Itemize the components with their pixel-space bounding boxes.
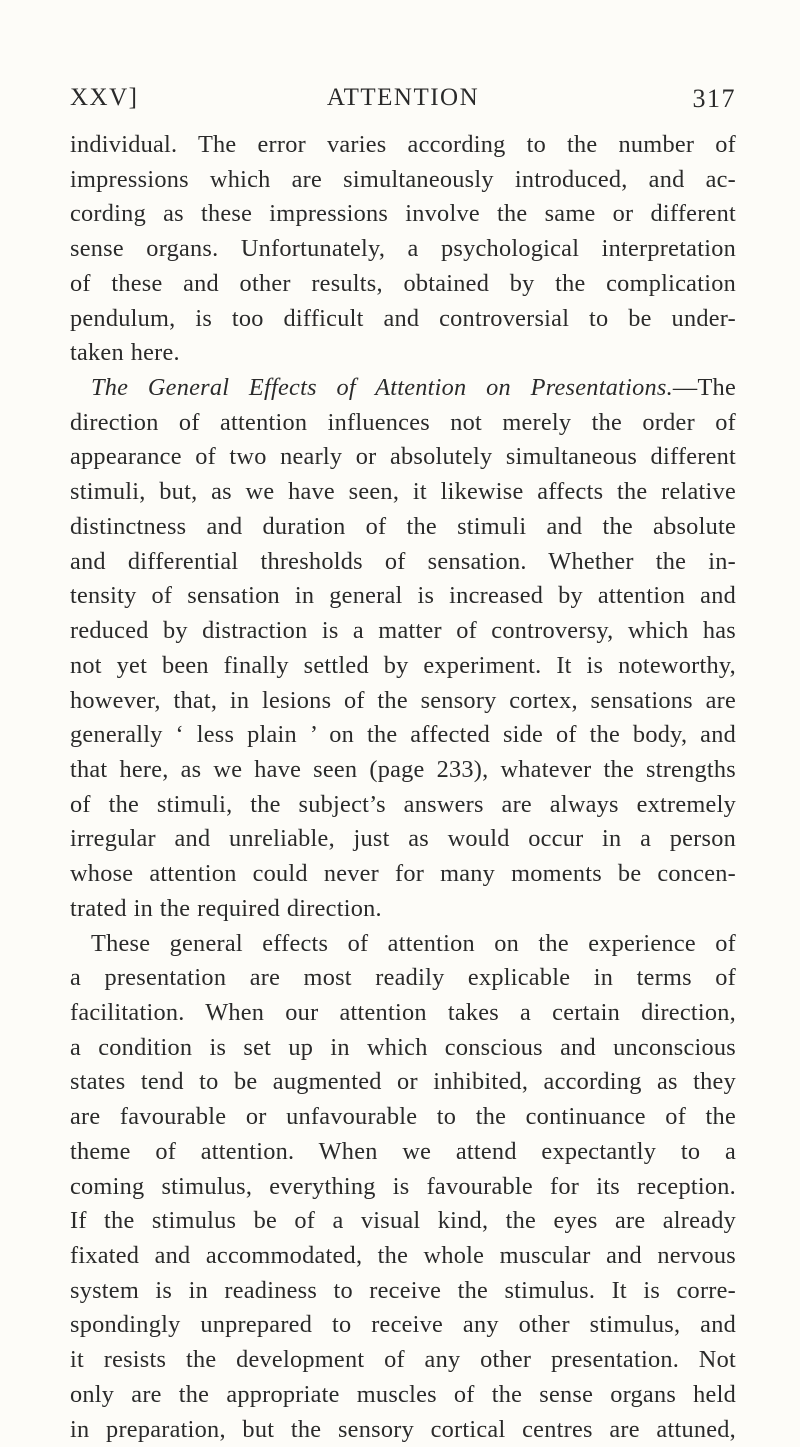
text-line: spondingly unprepared to receive any other stimulus, and (70, 1311, 736, 1339)
text-line: impressions which are simultaneously introduced, and ac- (70, 165, 736, 193)
text-line: pendulum, is too difficult and controversial to be under- (70, 304, 736, 332)
text-line: generally ‘ less plain ’ on the affected side of the body, and (70, 721, 736, 749)
text-line: fixated and accommodated, the whole muscular and nervous (70, 1242, 736, 1269)
text-line: cording as these impressions involve the same or different (70, 200, 736, 228)
text-line: tensity of sensation in general is increased by attention and (70, 582, 736, 610)
text-line: whose attention could never for many moments be concen- (70, 860, 736, 888)
text-line: facilitation. When our attention takes a certain direction, (70, 998, 736, 1026)
chapter-number: XXV] (70, 84, 139, 111)
text-line: not yet been finally settled by experiment. It is noteworthy, (70, 651, 736, 679)
text-line: trated in the required direction. (70, 894, 382, 922)
text-line: If the stimulus be of a visual kind, the eyes are already (70, 1207, 736, 1235)
section-heading: The General Effects of Attention on Presentations. (91, 374, 673, 402)
text-line: are favourable or unfavourable to the continuance of the (70, 1103, 736, 1131)
text-line: coming stimulus, everything is favourable for its reception. (70, 1172, 736, 1200)
text-line: theme of attention. When we attend expectantly to a (70, 1137, 736, 1165)
text-line: and differential thresholds of sensation. Whether the in- (70, 547, 736, 575)
running-head (70, 84, 736, 114)
text-line: it resists the development of any other presentation. Not (70, 1346, 736, 1374)
text-line: only are the appropriate muscles of the sense organs held (70, 1380, 736, 1408)
text-line: a condition is set up in which conscious and unconscious (70, 1033, 736, 1061)
paragraph-heading-line (70, 371, 736, 406)
page-number: 317 (692, 84, 736, 113)
text-line: a presentation are most readily explicable in terms of (70, 964, 736, 992)
text-line: direction of attention influences not merely the order of (70, 408, 736, 436)
text-line: appearance of two nearly or absolutely simultaneous different (70, 443, 736, 471)
text-line: of these and other results, obtained by the complication (70, 269, 736, 297)
text-line: that here, as we have seen (page 233), whatever the strengths (70, 755, 736, 783)
text-line: in preparation, but the sensory cortical centres are attuned, (70, 1415, 736, 1443)
text-line: taken here. (70, 339, 180, 367)
text-line: however, that, in lesions of the sensory cortex, sensations are (70, 686, 736, 714)
text-line: system is in readiness to receive the stimulus. It is corre- (70, 1276, 736, 1304)
text-line: irregular and unreliable, just as would occur in a person (70, 825, 736, 853)
text-line: states tend to be augmented or inhibited, according as they (70, 1068, 736, 1096)
text-line: of the stimuli, the subject’s answers are always extremely (70, 790, 736, 818)
text-line: These general effects of attention on the experience of (91, 929, 736, 957)
text-line-rest: —The (672, 374, 736, 402)
text-line: individual. The error varies according to the number of (70, 131, 736, 158)
text-line: sense organs. Unfortunately, a psychological interpretation (70, 235, 736, 263)
text-line: distinctness and duration of the stimuli and the absolute (70, 512, 736, 540)
text-line: stimuli, but, as we have seen, it likewise affects the relative (70, 478, 736, 506)
running-title: ATTENTION (326, 84, 480, 111)
text-line: reduced by distraction is a matter of controversy, which has (70, 617, 736, 645)
body-text (70, 128, 736, 1447)
